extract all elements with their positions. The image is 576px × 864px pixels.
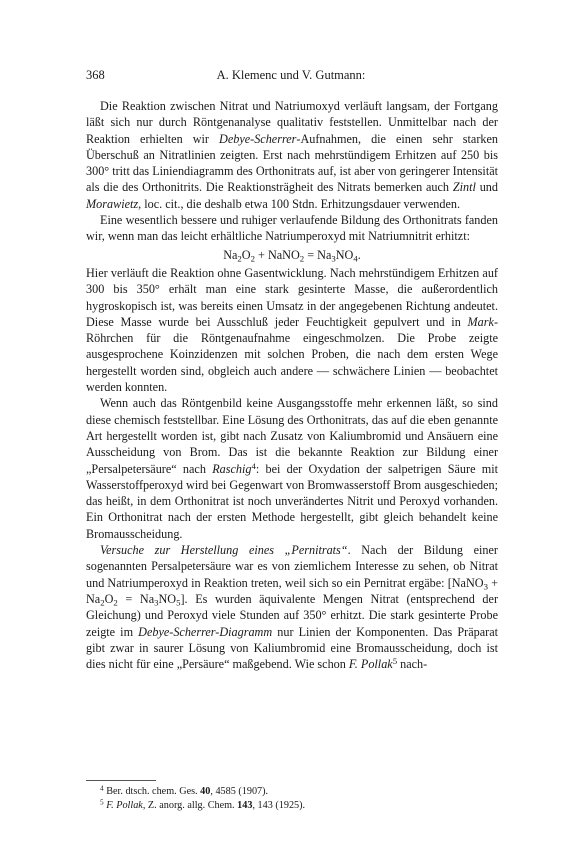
paragraph: Eine wesentlich bessere und ruhiger verlaufende Bildung des Orthonitrats fanden wir, wenn man das leicht erhältliche Natriumperoxyd mit Natriumnitrit erhitzt: — [86, 213, 498, 244]
footnote-rule — [86, 780, 156, 781]
paragraph: Wenn auch das Röntgenbild keine Ausgangsstoffe mehr erkennen läßt, so sind diese chemisch feststellbar. Eine Lösung des Orthonitrats, das auf die eben genannte Art hergestellt worden ist, gibt nach Zusatz von Kaliumbromid und Ansäuern eine Ausscheidung von Brom. Das ist die bekannte Reaktion zur Bildung einer „Persalpetersäure“ nach Raschig$^4$: bei der Oxydation der salpetrigen Säure mit Wasserstoffperoxyd wird bei Gegenwart von Bromwasserstoff Brom ausgeschieden; das heißt, in dem Orthonitrat ist noch unverändertes Nitrit und Peroxyd vorhanden. Ein Orthonitrat nach der ersten Methode hergestellt, gibt gleich behandelt keine Bromausscheidung. — [86, 396, 498, 541]
footnotes — [100, 785, 500, 812]
paragraph: Versuche zur Herstellung eines „Pernitrats“. Nach der Bildung einer sogenannten Persalpetersäure war es von ziemlichem Interesse zu sehen, ob Nitrat und Natriumperoxyd in Reaktion treten, weil sich so ein Pernitrat ergäbe: [NaNO$_3$ + $Na_2O_2 = Na_3NO_5$]. Es wurden äquivalente Mengen Nitrat (entsprechend der Gleichung) und Peroxyd viele Stunden auf 350° erhitzt. Die stark gesinterte Probe zeigte im Debye-Scherrer-Diagramm nur Linien der Komponenten. Das Präparat gibt zwar in saurer Lösung von Kaliumbromid eine Bromausscheidung, doch ist dies nicht für eine „Persäure“ maßgebend. Wie schon F. Pollak$^5$ nach- — [86, 543, 498, 672]
paragraph: Hier verläuft die Reaktion ohne Gasentwicklung. Nach mehrstündigem Erhitzen auf 300 bis 350° erhält man eine stark gesinterte Masse, die außerordentlich hygroskopisch ist, was bereits einen Umsatz in der angegebenen Richtung andeutet. Diese Masse wurde bei Ausschluß jeder Feuchtigkeit gepulvert und in Mark-Röhrchen für die Röntgenaufnahme eingeschmolzen. Die Probe zeigte ausgesprochene Koinzidenzen mit solchen Proben, die nach dem ersten Wege hergestellt worden sind, obgleich auch andere — schwächere Linien — beobachtet werden konnten. — [86, 265, 498, 395]
page-header — [86, 68, 496, 84]
paragraph: Die Reaktion zwischen Nitrat und Natriumoxyd verläuft langsam, der Fortgang läßt sich nur durch Röntgenanalyse qualitativ feststellen. Unmittelbar nach der Reaktion erhielten wir Debye-Scherrer-Aufnahmen, die einen sehr starken Überschuß an Nitratlinien zeigten. Erst nach mehrstündigem Erhitzen auf 250 bis 300° tritt das Liniendiagramm des Orthonitrats auf, ist aber von geringerer Intensität als die des Orthonitrits. Die Reaktionsträgheit des Nitrats bemerken auch Zintl und Morawietz, loc. cit., die deshalb etwa 100 Stdn. Erhitzungsdauer verwenden. — [86, 99, 498, 211]
footnote: $^5$ F. Pollak, Z. anorg. allg. Chem. 143, 143 (1925). — [100, 797, 306, 811]
footnote: $^4$ Ber. dtsch. chem. Ges. 40, 4585 (1907). — [100, 783, 269, 797]
article-body — [86, 98, 498, 672]
chemical-equation: $Na_2O_2$ + NaNO$_2$ = $Na_3NO_4$. — [223, 247, 361, 264]
page-number: 368 — [86, 68, 105, 82]
running-title: A. Klemenc und V. Gutmann: — [216, 68, 366, 82]
